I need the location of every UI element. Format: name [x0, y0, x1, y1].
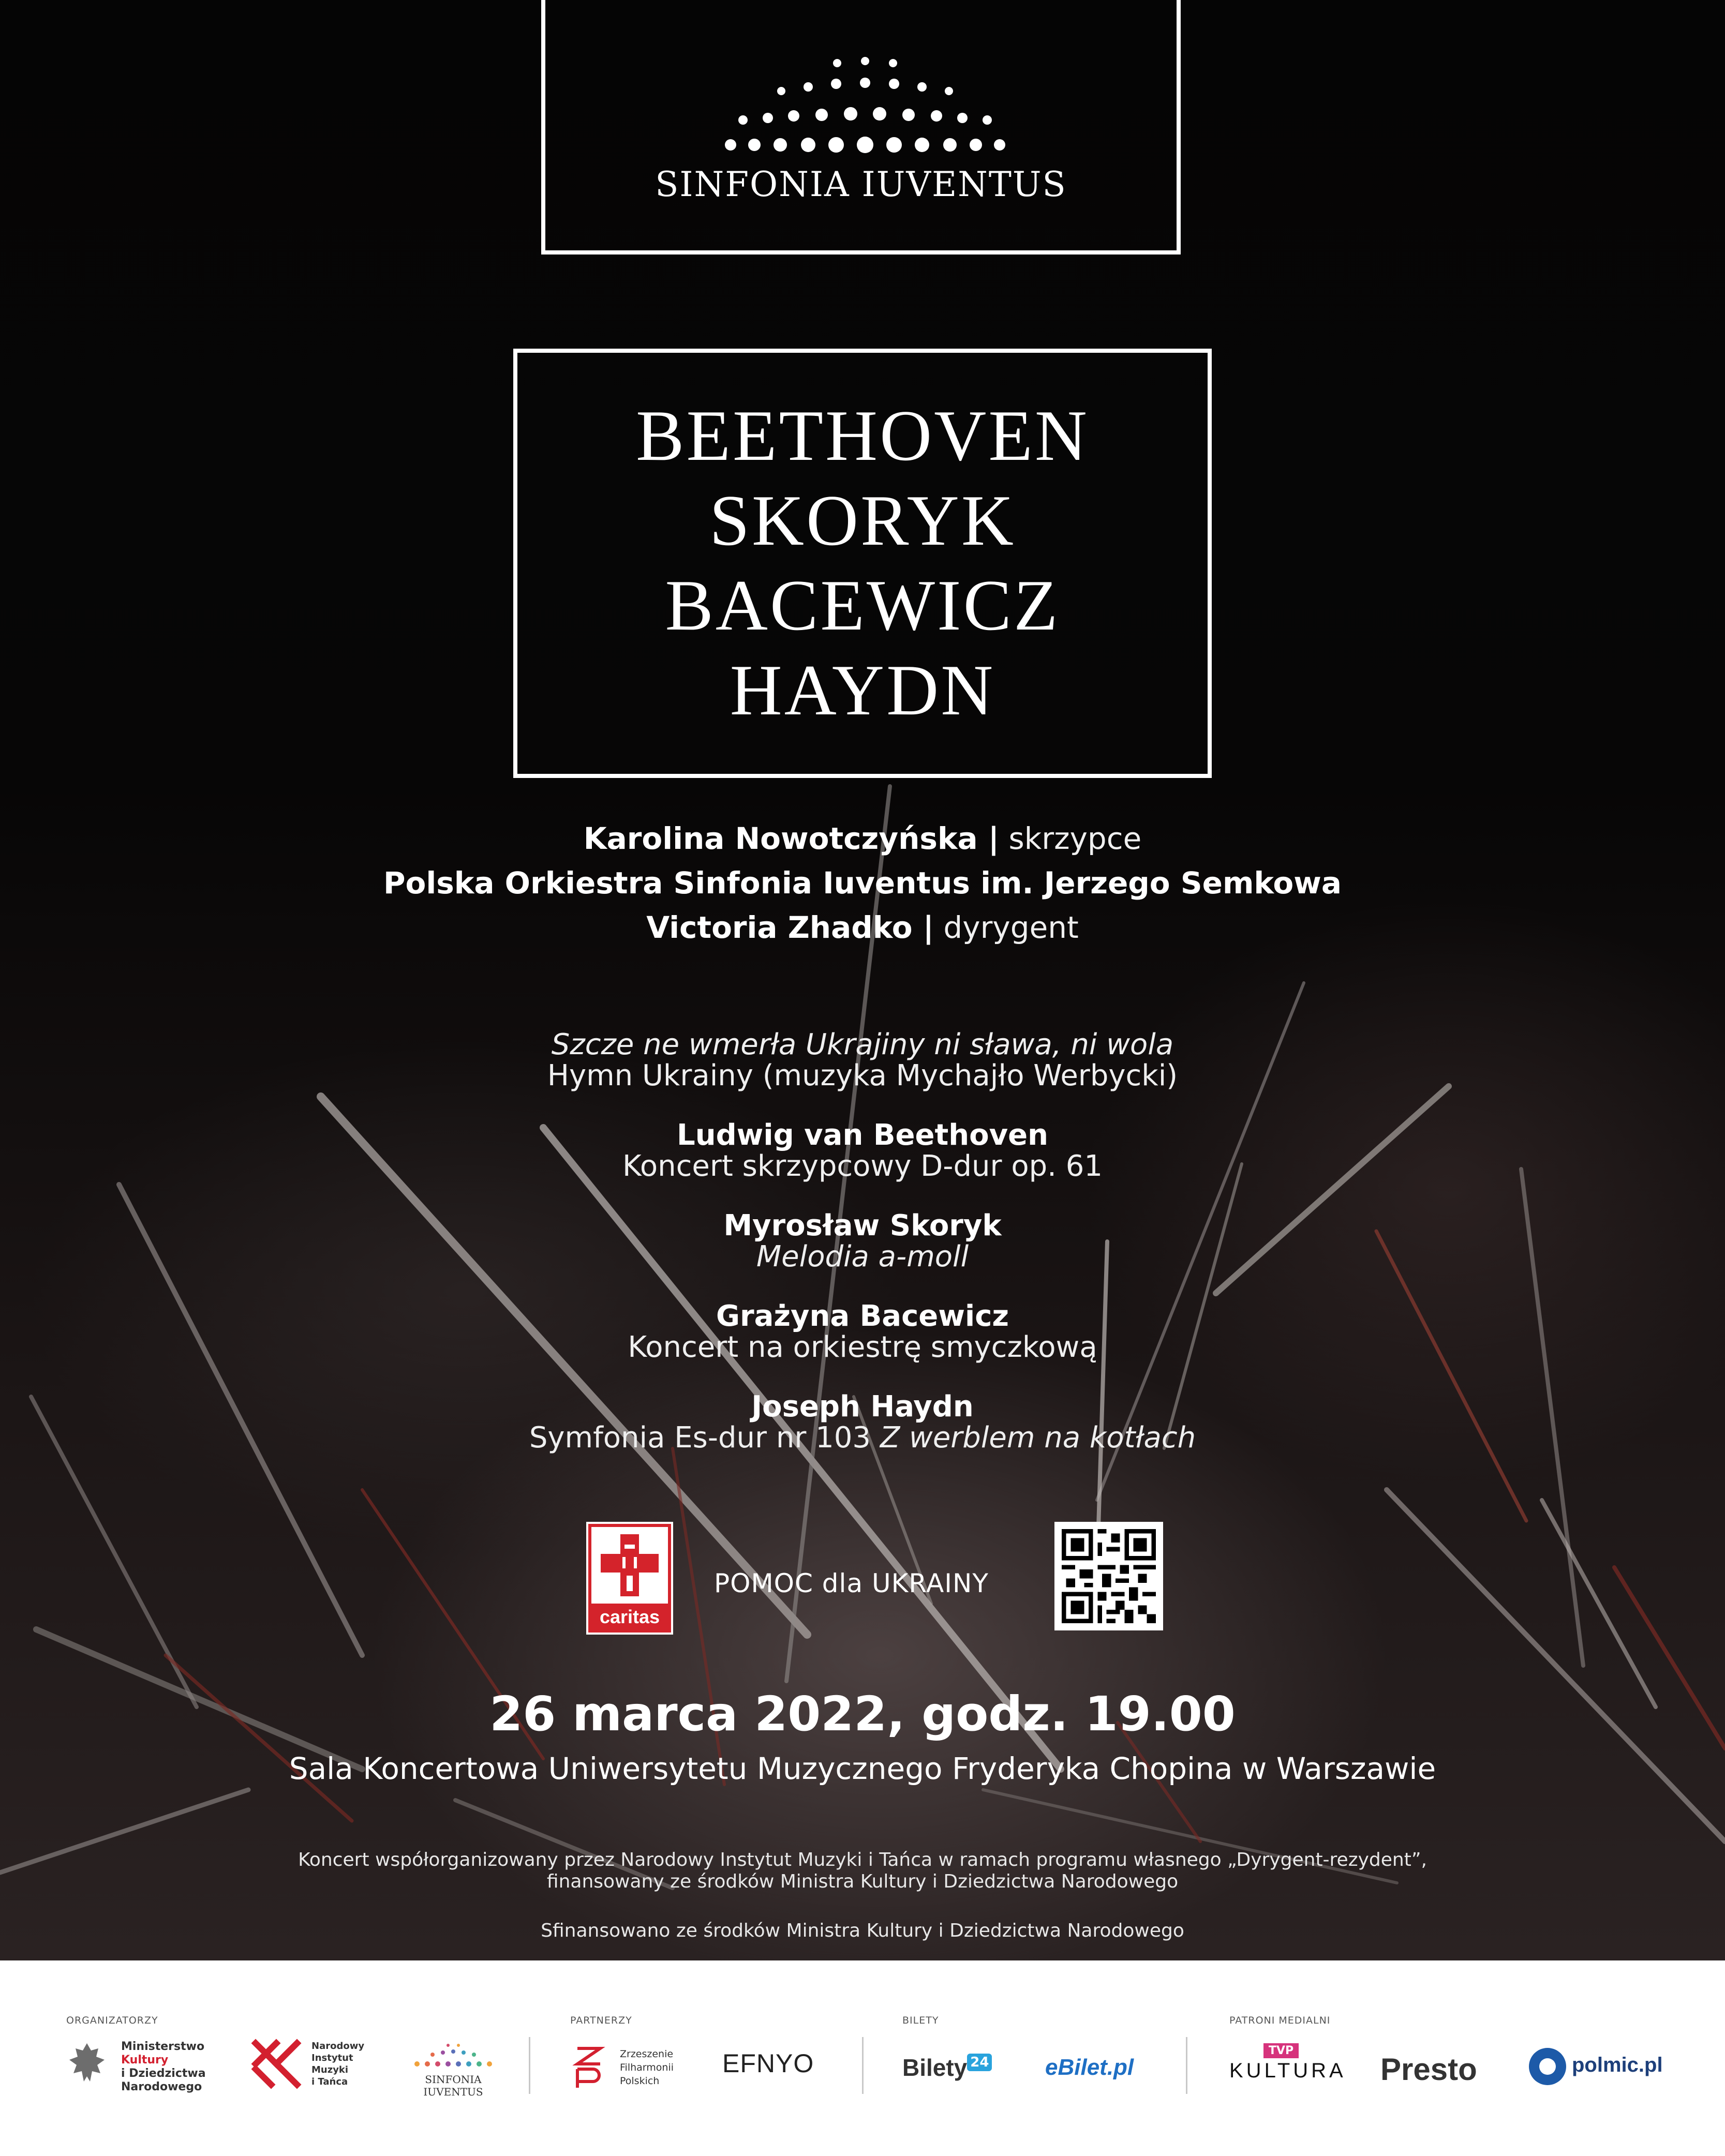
sinfonia-dots-icon	[401, 2042, 505, 2068]
performer-conductor: Victoria Zhadko | dyrygent	[646, 910, 1079, 945]
co-organization-note: Koncert współorganizowany przez Narodowy Instytut Muzyki i Tańca w ramach programu własnego „Dyrygent-rezydent”, finansowany ze środków Ministra Kultury i Dziedzictwa Narodowego	[298, 1849, 1427, 1892]
footer-divider	[529, 2037, 530, 2094]
program-item-skoryk: Myrosław Skoryk Melodia a-moll	[723, 1209, 1002, 1274]
program-item-haydn: Joseph Haydn Symfonia Es-dur nr 103 Z werblem na kotłach	[529, 1390, 1196, 1455]
title-line-haydn: HAYDN	[730, 650, 995, 730]
orchestra-name: SINFONIA IUVENTUS	[655, 164, 1067, 204]
performer-soloist: Karolina Nowotczyńska | skrzypce	[583, 821, 1142, 856]
tickets-label: BILETY	[902, 2015, 939, 2026]
footer-divider	[862, 2037, 864, 2094]
title-line-bacewicz: BACEWICZ	[665, 565, 1060, 646]
performers	[0, 816, 1725, 950]
ebilet-logo[interactable]: eBilet.pl	[1045, 2055, 1134, 2080]
presto-logo[interactable]: Presto	[1380, 2052, 1477, 2087]
organizers-label: ORGANIZATORZY	[66, 2015, 158, 2026]
concert-program	[0, 1029, 1725, 1482]
partners-label: PARTNERZY	[570, 2015, 632, 2026]
title-line-beethoven: BEETHOVEN	[636, 396, 1089, 476]
media-patrons-label: PATRONI MEDIALNI	[1229, 2015, 1331, 2026]
help-ukraine-text: POMOC dla UKRAINY	[714, 1568, 989, 1598]
program-item-bacewicz: Grażyna Bacewicz Koncert na orkiestrę smyczkową	[628, 1299, 1097, 1364]
event-date: 26 marca 2022, godz. 19.00	[489, 1686, 1236, 1742]
qr-code-icon	[1062, 1529, 1156, 1623]
composers-title-frame	[513, 349, 1212, 778]
svg-text:caritas: caritas	[599, 1606, 660, 1627]
efnyo-logo[interactable]: EFNYO	[722, 2049, 814, 2078]
caritas-logo[interactable]	[586, 1522, 673, 1635]
orchestra-logo-frame	[541, 0, 1181, 254]
funding-note: Sfinansowano ze środków Ministra Kultury i Dziedzictwa Narodowego	[541, 1920, 1184, 1941]
ukraine-help-row	[0, 1522, 1725, 1636]
polish-eagle-icon	[67, 2040, 107, 2090]
zfp-logo[interactable]: Zrzeszenie Filharmonii Polskich	[572, 2043, 605, 2092]
event-venue: Sala Koncertowa Uniwersytetu Muzycznego Fryderyka Chopina w Warszawie	[289, 1751, 1436, 1786]
caritas-cross-icon	[588, 1524, 671, 1633]
polmic-circle-icon	[1528, 2047, 1567, 2086]
bilety24-logo[interactable]: Bilety 24	[902, 2054, 992, 2082]
nimit-mark-icon	[250, 2038, 302, 2090]
sinfonia-iuventus-small-logo[interactable]: SINFONIA IUVENTUS	[401, 2042, 505, 2098]
tvp-kultura-logo[interactable]: TVP KULTURA	[1229, 2044, 1346, 2082]
orchestra-logo-dots	[720, 56, 1010, 159]
zfp-mark-icon	[572, 2043, 605, 2090]
program-anthem: Szcze ne wmerła Ukrajiny ni sława, ni wola Hymn Ukrainy (muzyka Mychajło Werbycki)	[547, 1028, 1178, 1092]
program-item-beethoven: Ludwig van Beethoven Koncert skrzypcowy D-dur op. 61	[622, 1118, 1103, 1183]
title-line-skoryk: SKORYK	[709, 481, 1016, 561]
footer-divider	[1186, 2037, 1187, 2094]
nimit-logo[interactable]: Narodowy Instytut Muzyki i Tańca	[250, 2038, 302, 2092]
sponsors-footer: ORGANIZATORZY PARTNERZY BILETY PATRONI MEDIALNI Ministerstwo Kultury i Dziedzictwa Narodowego Narodowy Instytut Muzyki i Tańca SINFONIA IUVENTUS Zrzeszenie Filharmonii Polskich EFNYO Bilety 24 eBilet.pl TVP KULTURA Presto polmic.pl	[0, 1960, 1725, 2156]
donation-qr-code[interactable]	[1054, 1522, 1163, 1630]
performer-orchestra: Polska Orkiestra Sinfonia Iuventus im. Jerzego Semkowa	[383, 865, 1342, 901]
